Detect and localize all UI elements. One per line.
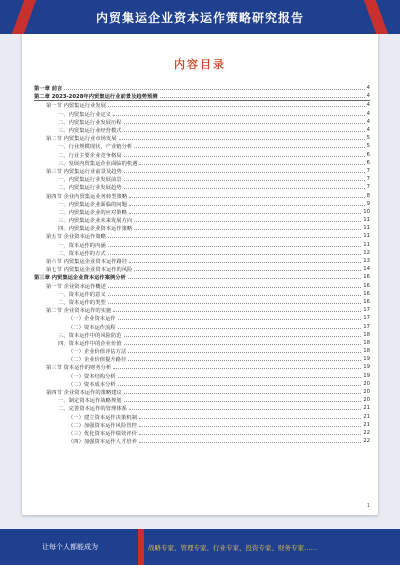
toc-entry[interactable] bbox=[34, 322, 370, 330]
footer-banner bbox=[0, 529, 400, 565]
toc-entry-label: （二）加强资本运作风险管控 bbox=[68, 422, 137, 429]
toc-entry-page: 16 bbox=[363, 274, 370, 281]
toc-entry[interactable] bbox=[34, 110, 370, 118]
toc-leader-dots bbox=[134, 226, 361, 230]
toc-entry-label: 第三章 内贸集运企业资本运作案例分析 bbox=[34, 275, 126, 282]
toc-entry-page: 6 bbox=[366, 151, 370, 158]
toc-entry-page: 4 bbox=[366, 127, 370, 134]
toc-entry[interactable] bbox=[34, 413, 370, 421]
toc-entry[interactable] bbox=[34, 224, 370, 232]
toc-entry-label: 三、内贸集运行业经营模式 bbox=[58, 128, 122, 135]
toc-entry-page: 5 bbox=[366, 135, 370, 142]
toc-entry-label: 第二章 2023-2028年内贸集运行业前景及趋势预测 bbox=[34, 94, 158, 101]
toc-entry-label: 三、内贸集运企业未来发展方向 bbox=[58, 218, 133, 225]
page-number: 1 bbox=[366, 503, 370, 509]
toc-entry-page: 12 bbox=[363, 249, 370, 256]
toc-entry-label: 三、发展内贸集运企业面临的机遇 bbox=[58, 160, 138, 167]
toc-leader-dots bbox=[113, 365, 361, 369]
toc-leader-dots bbox=[124, 390, 361, 394]
toc-leader-dots bbox=[113, 308, 361, 312]
toc-entry-label: 二、资本运作的类型 bbox=[58, 299, 106, 306]
toc-leader-dots bbox=[124, 177, 365, 181]
toc-leader-dots bbox=[124, 341, 362, 345]
toc-entry-label: 第七节 内贸集运企业资本运作的风险 bbox=[46, 267, 133, 274]
toc-entry-page: 17 bbox=[363, 315, 370, 322]
toc-entry-label: 一、内贸集运行业定义 bbox=[58, 111, 111, 118]
toc-entry[interactable] bbox=[34, 388, 370, 396]
toc-entry[interactable] bbox=[34, 118, 370, 126]
toc-leader-dots bbox=[139, 415, 361, 419]
toc-entry-label: 第一节 企业资本运作概述 bbox=[46, 283, 106, 290]
toc-leader-dots bbox=[124, 333, 362, 337]
toc-entry-label: 一、资本运作的内涵 bbox=[58, 242, 106, 249]
toc-entry-page: 11 bbox=[363, 217, 370, 224]
toc-entry-page: 22 bbox=[363, 429, 370, 436]
toc-leader-dots bbox=[124, 128, 365, 132]
toc-entry[interactable] bbox=[34, 298, 370, 306]
toc-entry[interactable] bbox=[34, 257, 370, 265]
toc-leader-dots bbox=[128, 275, 361, 279]
toc-leader-dots bbox=[124, 169, 365, 173]
footer-accent bbox=[138, 529, 144, 565]
toc-entry-label: （一）资本结构分析 bbox=[68, 373, 116, 380]
toc-entry-label: 第六节 内贸集运企业资本运作路径 bbox=[46, 259, 128, 266]
toc-leader-dots bbox=[128, 349, 361, 353]
toc-entry-label: 第五节 企业资本运作策略 bbox=[46, 234, 106, 241]
toc-entry[interactable] bbox=[34, 265, 370, 273]
toc-entry-page: 22 bbox=[363, 438, 370, 445]
toc-entry[interactable] bbox=[34, 101, 370, 109]
toc-entry-page: 17 bbox=[363, 307, 370, 314]
toc-leader-dots bbox=[118, 382, 362, 386]
toc-entry-label: 第一章 前言 bbox=[34, 86, 63, 93]
toc-entry[interactable] bbox=[34, 404, 370, 412]
toc-entry-page: 7 bbox=[366, 176, 370, 183]
toc-entry-page: 21 bbox=[363, 421, 370, 428]
toc-entry-page: 6 bbox=[366, 159, 370, 166]
toc-entry-page: 4 bbox=[366, 118, 370, 125]
toc-entry[interactable] bbox=[34, 306, 370, 314]
toc-entry-page: 18 bbox=[363, 339, 370, 346]
toc-leader-dots bbox=[118, 316, 362, 320]
toc-entry-page: 18 bbox=[363, 331, 370, 338]
toc-entry-page: 11 bbox=[363, 225, 370, 232]
toc-leader-dots bbox=[129, 259, 361, 263]
toc-entry-page: 4 bbox=[366, 102, 370, 109]
toc-entry-label: （一）企业资本运作 bbox=[68, 316, 116, 323]
toc-leader-dots bbox=[134, 144, 364, 148]
toc-entry-label: 一、内贸集运行业发展前景 bbox=[58, 177, 122, 184]
toc-entry-label: 一、内贸集运企业面临的问题 bbox=[58, 201, 127, 208]
toc-entry-label: 第三节 资本运作的财务分析 bbox=[46, 365, 112, 372]
toc-leader-dots bbox=[139, 431, 361, 435]
header-banner bbox=[0, 0, 400, 34]
toc-entry-page: 21 bbox=[363, 413, 370, 420]
toc-leader-dots bbox=[124, 398, 362, 402]
toc-entry[interactable] bbox=[34, 126, 370, 134]
toc-entry-label: 第二节 企业资本运作的实施 bbox=[46, 308, 112, 315]
header-decoration-right bbox=[364, 0, 388, 34]
toc-entry-page: 16 bbox=[363, 282, 370, 289]
toc-entry[interactable] bbox=[34, 437, 370, 445]
toc-entry-label: （二）资本运作流程 bbox=[68, 324, 116, 331]
toc-entry[interactable] bbox=[34, 314, 370, 322]
toc-entry[interactable] bbox=[34, 249, 370, 257]
table-of-contents bbox=[34, 84, 370, 445]
toc-leader-dots bbox=[134, 267, 361, 271]
toc-entry-page: 4 bbox=[366, 85, 370, 92]
toc-entry-label: 四、内贸集运企业资本运作策略 bbox=[58, 226, 133, 233]
toc-entry-label: 二、内贸集运企业的应对策略 bbox=[58, 209, 127, 216]
toc-entry-label: 二、资本运作的方式 bbox=[58, 250, 106, 257]
toc-entry[interactable] bbox=[34, 331, 370, 339]
toc-entry-page: 4 bbox=[366, 110, 370, 117]
toc-entry-page: 19 bbox=[363, 364, 370, 371]
toc-entry[interactable] bbox=[34, 92, 370, 101]
toc-entry[interactable] bbox=[34, 372, 370, 380]
toc-entry-page: 16 bbox=[363, 290, 370, 297]
toc-entry[interactable] bbox=[34, 232, 370, 240]
toc-entry-page: 10 bbox=[363, 208, 370, 215]
toc-entry-page: 4 bbox=[366, 93, 370, 100]
toc-entry-label: 二、内贸集运行业发展趋势 bbox=[58, 185, 122, 192]
toc-leader-dots bbox=[129, 194, 364, 198]
document-page bbox=[22, 34, 378, 515]
toc-entry-page: 20 bbox=[363, 389, 370, 396]
toc-entry[interactable] bbox=[34, 421, 370, 429]
toc-entry-page: 9 bbox=[366, 200, 370, 207]
toc-leader-dots bbox=[160, 94, 365, 98]
toc-leader-dots bbox=[108, 251, 362, 255]
toc-entry-label: 第二节 内贸集运行业市场发展 bbox=[46, 136, 117, 143]
toc-entry[interactable] bbox=[34, 208, 370, 216]
toc-leader-dots bbox=[108, 300, 362, 304]
footer-slogan: 战略专家、管理专家、行业专家、投资专家、财务专家…… bbox=[148, 543, 317, 552]
toc-entry-page: 20 bbox=[363, 397, 370, 404]
toc-entry[interactable] bbox=[34, 167, 370, 175]
toc-entry-label: （四）加强资本运作人才培养 bbox=[68, 439, 137, 446]
toc-entry-page: 11 bbox=[363, 241, 370, 248]
footer-tagline: 让每个人都能成为 bbox=[0, 529, 140, 565]
toc-entry[interactable] bbox=[34, 380, 370, 388]
toc-entry-page: 7 bbox=[366, 167, 370, 174]
toc-entry[interactable] bbox=[34, 175, 370, 183]
toc-entry-label: 第四节 企业资本运作的策略建议 bbox=[46, 390, 122, 397]
toc-entry-page: 5 bbox=[366, 143, 370, 150]
toc-entry-page: 16 bbox=[363, 298, 370, 305]
toc-entry-label: （二）企业价值提升路径 bbox=[68, 357, 127, 364]
toc-entry[interactable] bbox=[34, 142, 370, 150]
toc-entry[interactable] bbox=[34, 282, 370, 290]
toc-entry-label: 三、资本运作中的风险防范 bbox=[58, 332, 122, 339]
toc-leader-dots bbox=[129, 202, 365, 206]
toc-entry[interactable] bbox=[34, 151, 370, 159]
toc-entry-label: （三）优化资本运作绩效评价 bbox=[68, 430, 137, 437]
toc-entry[interactable] bbox=[34, 355, 370, 363]
toc-leader-dots bbox=[108, 243, 362, 247]
toc-entry-label: 二、完善资本运作的管理体系 bbox=[58, 406, 127, 413]
toc-leader-dots bbox=[119, 136, 365, 140]
toc-entry-label: 第三节 内贸集运行业前景及趋势 bbox=[46, 168, 122, 175]
toc-entry-label: 第四节 企业内贸集运业务转型策略 bbox=[46, 193, 128, 200]
toc-leader-dots bbox=[124, 185, 365, 189]
toc-entry[interactable] bbox=[34, 191, 370, 199]
toc-leader-dots bbox=[64, 86, 364, 90]
toc-entry-page: 20 bbox=[363, 380, 370, 387]
toc-leader-dots bbox=[139, 161, 364, 165]
toc-entry[interactable] bbox=[34, 347, 370, 355]
toc-leader-dots bbox=[129, 210, 361, 214]
toc-entry-page: 17 bbox=[363, 323, 370, 330]
toc-entry-label: 一、行业规模现状，产业链分析 bbox=[58, 144, 133, 151]
toc-entry-page: 19 bbox=[363, 372, 370, 379]
toc-leader-dots bbox=[108, 292, 362, 296]
toc-entry[interactable] bbox=[34, 159, 370, 167]
toc-entry[interactable] bbox=[34, 200, 370, 208]
toc-entry-page: 8 bbox=[366, 192, 370, 199]
toc-leader-dots bbox=[128, 357, 361, 361]
toc-entry-page: 19 bbox=[363, 356, 370, 363]
toc-entry-label: （一）企业价值评估方法 bbox=[68, 349, 127, 356]
toc-entry[interactable] bbox=[34, 396, 370, 404]
report-title: 内贸集运企业资本运作策略研究报告 bbox=[95, 10, 304, 25]
toc-entry[interactable] bbox=[34, 84, 370, 92]
toc-entry-label: （二）资本成本分析 bbox=[68, 381, 116, 388]
toc-entry-label: （一）建立资本运作决策机制 bbox=[68, 414, 137, 421]
toc-entry-label: 二、行业主要企业竞争格局 bbox=[58, 152, 122, 159]
toc-entry-page: 11 bbox=[363, 233, 370, 240]
toc-heading: 内容目录 bbox=[174, 58, 226, 71]
toc-entry[interactable] bbox=[34, 339, 370, 347]
toc-entry[interactable] bbox=[34, 273, 370, 281]
toc-entry-label: 一、制定资本运作战略规划 bbox=[58, 398, 122, 405]
toc-entry[interactable] bbox=[34, 429, 370, 437]
toc-leader-dots bbox=[139, 439, 361, 443]
toc-entry-page: 13 bbox=[363, 258, 370, 265]
toc-entry[interactable] bbox=[34, 216, 370, 224]
toc-leader-dots bbox=[118, 374, 362, 378]
toc-entry-label: 四、资本运作中的企业价值 bbox=[58, 340, 122, 347]
toc-leader-dots bbox=[113, 112, 365, 116]
toc-leader-dots bbox=[124, 153, 365, 157]
toc-leader-dots bbox=[118, 325, 362, 329]
toc-leader-dots bbox=[124, 120, 365, 124]
toc-entry-label: 一、资本运作的意义 bbox=[58, 291, 106, 298]
toc-leader-dots bbox=[129, 406, 361, 410]
toc-leader-dots bbox=[139, 423, 361, 427]
toc-entry[interactable] bbox=[34, 290, 370, 298]
toc-entry-label: 二、内贸集运行业发展历程 bbox=[58, 119, 122, 126]
toc-leader-dots bbox=[108, 284, 361, 288]
toc-leader-dots bbox=[108, 234, 361, 238]
toc-entry[interactable] bbox=[34, 183, 370, 191]
toc-entry[interactable] bbox=[34, 363, 370, 371]
toc-entry-label: 第一节 内贸集运行业发展 bbox=[46, 103, 106, 110]
toc-entry-page: 21 bbox=[363, 405, 370, 412]
toc-entry-page: 7 bbox=[366, 184, 370, 191]
toc-entry[interactable] bbox=[34, 134, 370, 142]
toc-leader-dots bbox=[134, 218, 361, 222]
toc-leader-dots bbox=[108, 103, 365, 107]
toc-entry[interactable] bbox=[34, 241, 370, 249]
toc-entry-page: 18 bbox=[363, 348, 370, 355]
header-decoration-left bbox=[12, 0, 36, 34]
toc-entry-page: 14 bbox=[363, 266, 370, 273]
